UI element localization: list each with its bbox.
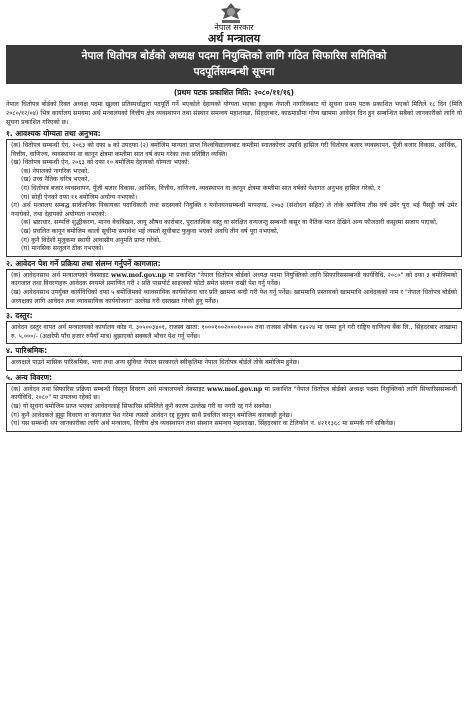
s4-salary-text: अध्यक्षले पाउने मासिक पारिश्रमिक, भत्ता तथा अन्य सुविधा नेपाल सरकारले स्वीकृतिमा नेपाल धितोपत्र बोर्डले तोके बमोजिम हुनेछ।	[11, 359, 300, 367]
s1-dis-gha: (घ) मानसिक सन्तुलन ठीक नभएको।	[21, 245, 104, 253]
s1-item-ka: (क) धितोपत्र सम्बन्धी ऐन, २०६३ को दफा ७ को उपदफा (२) बमोजिम मान्यता प्राप्त विश्वविद्यालयबाट कम्तीमा स्नातकोत्तर उपाधि हासिल गरी धितोपत्र बजार व्यवस्थापन, पूँजी बजार विकास, आर्थिक, वित्तीय, वाणिज्य, व्यवस्थापन वा कानून क्षेत्रमा कम्तीमा सात वर्ष काम गरेका तथा प्रतिष्ठित व्यक्ति।	[11, 142, 457, 158]
s1-dis-ga: (ग) कुनै विदेशी मुलुकमा स्थायी आवासीय अनुमति प्राप्त गरेको,	[21, 236, 161, 244]
notice-title-line2: पदपूर्तिसम्बन्धी सूचना	[193, 66, 275, 78]
section-4-title: ४. पारिश्रमिक:	[6, 346, 48, 356]
section-3-title: ३. दस्तुर:	[6, 311, 33, 321]
s2-item-kha: (ख) आवेदनसाथ उपर्युक्त कार्यविधिको दफा ५ बमोजिमको व्यावसायिक कार्ययोजना चार प्रति खाममा बन्दी गरी पेश गर्नु पर्नेछ। खाममाथि प्रस्तावको खाममाथि आवेदकको नाम र "नेपाल धितोपत्र बोर्डको अध्यक्षका लागि आवेदन तथा व्यावसायिक कार्ययोजना" उल्लेख गरी दस्तखत गरेको हुनु पर्नेछ।	[11, 288, 457, 305]
s1-dis-kha: (ख) प्रचलित कानून बमोजिम कालो सूचीमा समावेश भई त्यस्तो सूचीबाट फुकुवा भएको अवधि तीन वर्ष पूरा नभएको,	[21, 227, 279, 235]
section-4-box	[6, 356, 462, 371]
notice-title-line1: नेपाल धितोपत्र बोर्डको अध्यक्ष पदमा नियुक्तिको लागि गठित सिफारिस समितिको	[81, 50, 387, 62]
s5-item-ga: (ग) कुनै आवेदकले झुट्टा विवरण वा कागजात पेश गरेमा त्यस्तो आवेदन रद्द हुनुका साथै प्रचलित कानून बमोजिम कारबाही हुनेछ।	[11, 411, 293, 419]
section-1-box	[6, 139, 462, 257]
section-5-box	[6, 383, 462, 432]
section-5-title: ५. अन्य विवरण:	[6, 372, 53, 382]
section-1-title: १. आवश्यक योग्यता तथा अनुभव:	[6, 129, 101, 138]
s1-sub-ga: (ग) धितोपत्र बजार व्यवस्थापन, पूँजी बजार विकास, आर्थिक, वित्तीय, वाणिज्य, व्यवस्थापन वा कानून क्षेत्रमा कम्तीमा सात वर्षको पेशागत अनुभव हासिल गरेको, र	[21, 184, 381, 192]
mof-website-link[interactable]: www.mof.gov.np	[110, 271, 167, 279]
government-label: नेपाल सरकार	[214, 23, 254, 32]
section-2-title: २. आवेदन पेश गर्ने प्रक्रिया तथा संलग्न गर्नुपर्ने कागजात:	[6, 258, 161, 268]
mof-website-link-2[interactable]: www.mof.gov.np	[207, 385, 263, 393]
s5-item-gha: (घ) यस सम्बन्धी थप जानकारीका लागि अर्थ मन्त्रालय, वित्तीय क्षेत्र व्यवस्थापन तथा संस्थान समन्वय महाशाखा, सिंहदरबार वा टेलिफोन नं. ४२११३६८ मा सम्पर्क गर्न सकिनेछ।	[11, 420, 396, 428]
s1-dis-ka: (क) भ्रष्टाचार, सम्पत्ति शुद्धीकरण, मानव बेचबिखन, लागू औषध कारोबार, पुरातात्विक वस्तु वा संरक्षित वन्यजन्तु सम्बन्धी कसुर वा नैतिक पतन देखिने अन्य फौजदारी कसुरमा सजाय पाएको,	[21, 219, 438, 227]
s1-item-ga: (ग) अर्थ मन्त्रालय सम्बद्ध सार्वजनिक निकायका पदाधिकारी तथा सदस्यको नियुक्ति र मनोनयनसम्बन्धी मापदण्ड, २०७३ (संशोधन सहित) ले तोके बमोजिम तीस वर्ष उमेर पूरा भई पैंसट्ठी वर्ष उमेर ननाघेको, तथा देहायको अयोग्यता नभएको:	[11, 202, 457, 218]
s2-item-ka-rest: मा प्रकाशित "नेपाल धितोपत्र बोर्डको अध्यक्ष पदमा नियुक्तिको लागि सिफारिससम्बन्धी कार्यविधि, २०८०" को दफा ३ बमोजिमको कागजात तथा विवरणहरू आवेदक स्वयम्ले प्रमाणित गरी २ प्रति पासपोर्ट साइजको फोटो समेत संलग्न राखी पेश गर्नु पर्नेछ।	[11, 271, 458, 288]
s5-item-ka	[11, 386, 457, 403]
intro-paragraph: नेपाल धितोपत्र बोर्डको रिक्त अध्यक्ष पदमा खुल्ला प्रतिस्पर्धाद्वारा पदपूर्ति गर्ने भएकोले देहायको योग्यता भएका इच्छुक नेपाली नागरिकबाट यो सूचना प्रथम पटक प्रकाशित भएको मितिले १८ दिन (मिति २०८०/१२/०४) भित्र कार्यालय समयमा अर्थ मन्त्रालयको वित्तीय क्षेत्र व्यवस्थापन तथा संस्थान समन्वय महाशाखा, सिंहदरबार, काठमाडौंमा गोप्य खाममा आवेदन दिन हुन सम्बन्धित सबैको जानकारीको लागि यो सूचना प्रकाशित गरिएको छ।	[6, 101, 462, 126]
s5-item-ka-lead: (क) आवेदन तथा सिफारिस प्रक्रिया सम्बन्धी विस्तृत विवरण अर्थ मन्त्रालयको वेबसाइट	[11, 385, 205, 393]
s3-fee-text: आवेदन दस्तुर वापत अर्थ मन्त्रालयको कार्यालय कोड नं. ३०५००३४०१, राजस्व खाता: १०००१००२०००१०००० तथा राजस्व शीर्षक १४२२४ मा जम्मा हुने गरी राष्ट्रिय वाणिज्य बैंक लि., सिंहदरबार शाखामा रु. ५,०००/- (अक्षरेपी पाँच हजार रुपैयाँ मात्र) बुझाएको सक्कलै भौचर पेश गर्नु पर्नेछ।	[11, 324, 457, 340]
s5-item-ka-rest: मा प्रकाशित "नेपाल धितोपत्र बोर्डको अध्यक्ष पदमा नियुक्तिको लागि सिफारिससम्बन्धी कार्यविधि, २०८०" मा उपलब्ध रहेको छ।	[11, 385, 458, 402]
section-3-box	[6, 321, 462, 344]
s5-item-kha: (ख) यो सूचना बमोजिम प्राप्त भएका आवेदनलाई सिफारिस समितिले कुनै कारण उल्लेख गरी वा नगरी रद्द गर्न सक्नेछ।	[11, 403, 272, 411]
notice-title-banner	[6, 45, 462, 84]
published-date: (प्रथम पटक प्रकाशित मिति: २०८०/११/१६)	[173, 88, 295, 97]
ministry-label: अर्थ मन्त्रालय	[207, 32, 261, 45]
s2-item-ka-lead: (क) आवेदनसाथ अर्थ मन्त्रालयको वेबसाइट	[11, 271, 109, 279]
nepal-emblem-icon	[218, 2, 244, 24]
notice-body	[6, 100, 462, 434]
section-2-box	[6, 269, 462, 309]
s1-sub-ka: (क) नेपालको नागरिक भएको,	[21, 167, 90, 175]
s1-sub-gha: (घ) सोही ऐनको दफा ११ बमोजिम अयोग्य नभएको।	[21, 193, 138, 201]
s1-sub-kha: (ख) उच्च नैतिक चरित्र भएको,	[21, 176, 90, 184]
s2-item-ka	[11, 272, 457, 289]
s1-item-kha: (ख) धितोपत्र सम्बन्धी ऐन, २०६३ को दफा १० बमोजिम देहायको योग्यता भएको:	[11, 159, 190, 167]
